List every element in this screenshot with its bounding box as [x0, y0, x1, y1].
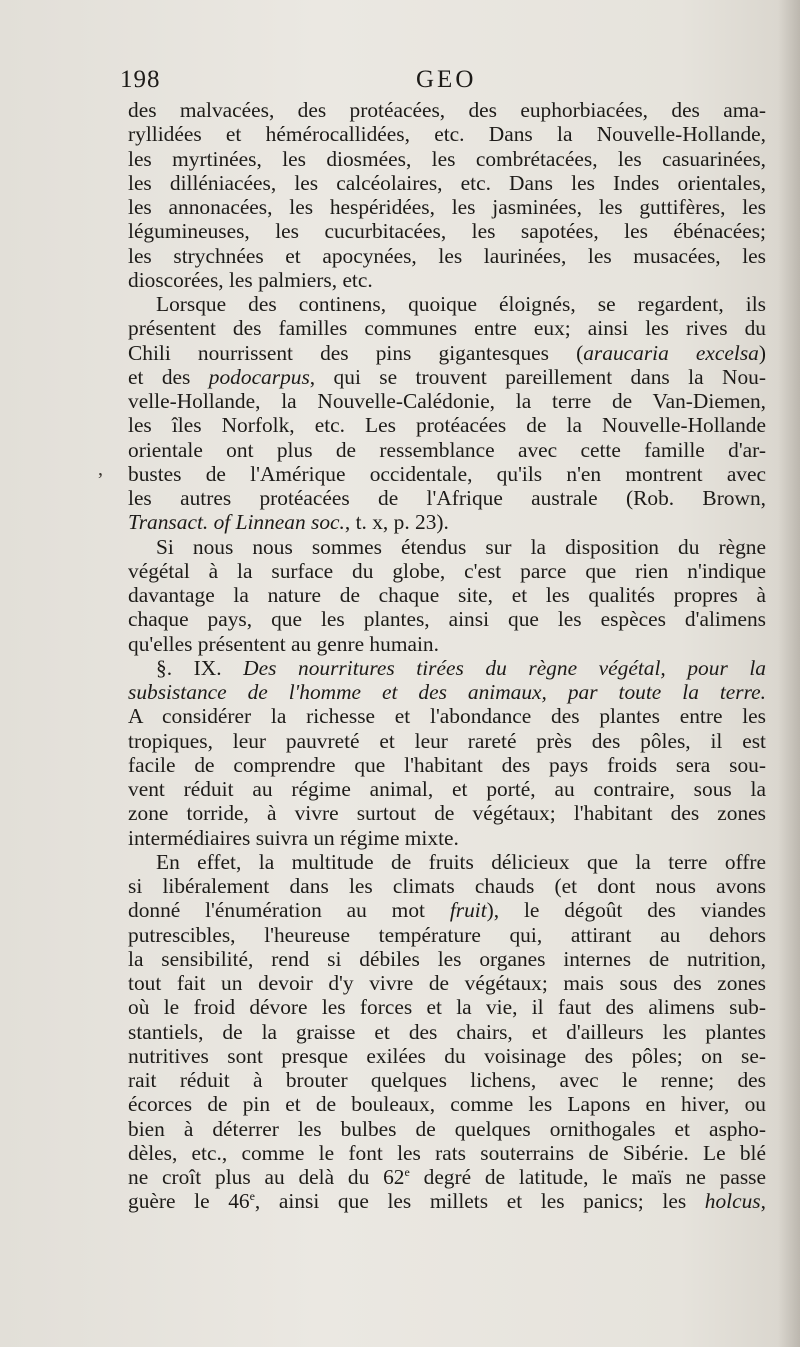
text-segment: des malvacées, des protéacées, des euphorbiacées, des ama-	[128, 98, 766, 122]
text-line	[128, 389, 766, 413]
text-line	[128, 874, 766, 898]
text-segment: où le froid dévore les forces et la vie, il faut des alimens sub-	[128, 995, 766, 1020]
text-segment: dèles, etc., comme le font les rats souterrains de Sibérie. Le blé	[128, 1140, 766, 1165]
text-line	[128, 147, 766, 171]
text-segment: ne croît plus au delà du 62	[128, 1165, 405, 1189]
text-line	[128, 292, 766, 316]
page-number: 198	[120, 66, 161, 93]
body-text	[128, 98, 766, 1214]
text-segment: orientale ont plus de ressemblance avec cette famille d'ar-	[128, 437, 766, 462]
text-line	[128, 462, 766, 486]
text-line	[128, 632, 766, 656]
text-segment: tropiques, leur pauvreté et leur rareté près des pôles, il est	[128, 728, 766, 753]
text-line	[128, 704, 766, 728]
text-line	[128, 1092, 766, 1116]
text-segment: Si nous nous sommes étendus sur la disposition du règne	[156, 534, 766, 559]
spine-shadow	[778, 0, 800, 1347]
text-line	[128, 535, 766, 559]
text-segment: les annonacées, les hespéridées, les jasminées, les guttifères, les	[128, 195, 766, 219]
text-line	[128, 413, 766, 437]
text-line	[128, 1141, 766, 1165]
text-segment: rait réduit à brouter quelques lichens, avec le renne; des	[128, 1068, 766, 1092]
text-line	[128, 898, 766, 922]
text-segment: )	[758, 340, 766, 365]
margin-mark: ,	[98, 458, 103, 480]
text-line	[128, 1044, 766, 1068]
text-segment: si libéralement dans les climats chauds (et dont nous avons	[128, 874, 766, 898]
text-segment: dioscorées, les palmiers, etc.	[128, 267, 373, 292]
italic-text: holcus	[704, 1189, 761, 1214]
text-line	[128, 365, 766, 389]
text-segment: écorces de pin et de bouleaux, comme les Lapons en hiver, ou	[128, 1092, 766, 1117]
text-line	[128, 801, 766, 825]
text-segment: bustes de l'Amérique occidentale, qu'ils n'en montrent avec	[128, 461, 766, 486]
text-segment: putrescibles, l'heureuse température qui, attirant au dehors	[128, 922, 766, 947]
text-segment: ryllidées et hémérocallidées, etc. Dans la Nouvelle-Hollande,	[128, 122, 766, 147]
text-segment: stantiels, de la graisse et des chairs, et d'ailleurs les plantes	[128, 1019, 766, 1044]
running-head	[120, 66, 760, 102]
text-line	[128, 341, 766, 365]
text-segment: ,	[760, 1189, 766, 1214]
text-segment: végétal à la surface du globe, c'est parce que rien n'indique	[128, 558, 766, 583]
italic-text: araucaria excelsa	[583, 340, 759, 365]
text-segment: tout fait un devoir d'y vivre de végétaux; mais sous des zones	[128, 971, 766, 995]
text-segment: A considérer la richesse et l'abondance des plantes entre les	[128, 704, 766, 729]
text-segment: qu'elles présentent au genre humain.	[128, 631, 439, 656]
superscript: e	[249, 1189, 255, 1204]
text-segment: chaque pays, que les plantes, ainsi que les espèces d'alimens	[128, 607, 766, 632]
text-line	[128, 438, 766, 462]
text-segment: ), le dégoût des viandes	[486, 898, 767, 923]
italic-text: fruit	[449, 898, 487, 923]
text-line	[128, 195, 766, 219]
italic-text: subsistance de l'homme et des animaux, par toute la terre.	[128, 680, 766, 704]
text-line	[128, 268, 766, 292]
text-line	[128, 510, 766, 534]
text-line	[128, 559, 766, 583]
text-line	[128, 947, 766, 971]
text-line	[128, 971, 766, 995]
text-segment: et des	[128, 364, 209, 389]
text-segment: vent réduit au régime animal, et porté, au contraire, sous la	[128, 777, 766, 801]
text-segment: zone torride, à vivre surtout de végétaux; l'habitant des zones	[128, 801, 766, 826]
text-segment: guère le 46	[128, 1189, 250, 1214]
text-segment: , qui se trouvent pareillement dans la Nou-	[309, 364, 766, 389]
text-line	[128, 583, 766, 607]
text-line	[128, 607, 766, 631]
text-line	[128, 1165, 766, 1189]
head-word: GEO	[416, 66, 477, 93]
text-line	[128, 826, 766, 850]
superscript: e	[404, 1164, 410, 1179]
text-segment: légumineuses, les cucurbitacées, les sapotées, les ébénacées;	[128, 219, 766, 244]
text-segment: donné l'énumération au mot	[128, 898, 450, 923]
text-segment: nutritives sont presque exilées du voisinage des pôles; on se-	[128, 1043, 766, 1068]
text-segment: , t. x, p. 23).	[344, 510, 449, 535]
text-segment: les dilléniacées, les calcéolaires, etc. Dans les Indes orientales,	[128, 170, 766, 195]
italic-text: Transact. of Linnean soc.	[128, 510, 345, 535]
text-segment: les autres protéacées de l'Afrique australe (Rob. Brown,	[128, 486, 766, 510]
italic-text: podocarpus	[208, 364, 310, 389]
text-segment: Chili nourrissent des pins gigantesques (	[128, 340, 584, 365]
text-segment: , ainsi que les millets et les panics; les	[254, 1189, 705, 1214]
text-segment: bien à déterrer les bulbes de quelques ornithogales et aspho-	[128, 1116, 766, 1141]
text-line	[128, 1020, 766, 1044]
text-line	[128, 1189, 766, 1213]
text-segment: davantage la nature de chaque site, et les qualités propres à	[128, 583, 766, 607]
text-segment: §. IX.	[156, 655, 244, 680]
text-segment: intermédiaires suivra un régime mixte.	[128, 825, 459, 850]
text-line	[128, 656, 766, 680]
text-line	[128, 486, 766, 510]
text-line	[128, 777, 766, 801]
text-line	[128, 923, 766, 947]
text-line	[128, 122, 766, 146]
text-segment: les strychnées et apocynées, les laurinées, les musacées, les	[128, 243, 766, 268]
text-segment: les myrtinées, les diosmées, les combrétacées, les casuarinées,	[128, 146, 766, 171]
text-segment: les îles Norfolk, etc. Les protéacées de la Nouvelle-Hollande	[128, 413, 766, 438]
text-line	[128, 995, 766, 1019]
text-segment: velle-Hollande, la Nouvelle-Calédonie, la terre de Van-Diemen,	[128, 389, 766, 413]
text-line	[128, 680, 766, 704]
italic-text: Des nourritures tirées du règne végétal, pour la	[243, 655, 766, 680]
text-line	[128, 850, 766, 874]
text-segment: la sensibilité, rend si débiles les organes internes de nutrition,	[128, 946, 766, 971]
text-line	[128, 729, 766, 753]
text-segment: Lorsque des continens, quoique éloignés, se regardent, ils	[156, 292, 766, 316]
text-segment: degré de latitude, le maïs ne passe	[409, 1165, 767, 1189]
text-line	[128, 98, 766, 122]
text-segment: En effet, la multitude de fruits délicieux que la terre offre	[156, 849, 766, 874]
text-segment: facile de comprendre que l'habitant des pays froids sera sou-	[128, 752, 766, 777]
text-line	[128, 1068, 766, 1092]
text-line	[128, 219, 766, 243]
text-line	[128, 171, 766, 195]
text-line	[128, 244, 766, 268]
text-segment: présentent des familles communes entre eux; ainsi les rives du	[128, 316, 766, 341]
text-line	[128, 1117, 766, 1141]
text-line	[128, 753, 766, 777]
text-line	[128, 316, 766, 340]
